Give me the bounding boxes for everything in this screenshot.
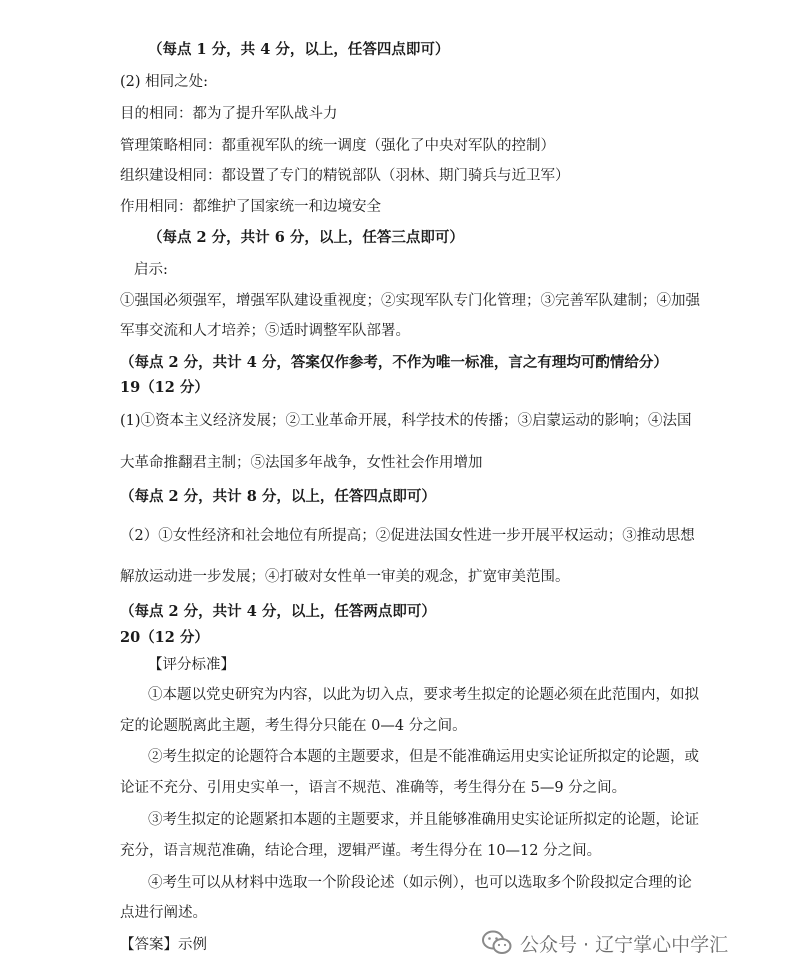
wechat-icon (482, 930, 512, 956)
answer-example-label: 【答案】示例 (120, 937, 207, 953)
text-line: 解放运动进一步发展；④打破对女性单一审美的观念，扩宽审美范围。 (120, 569, 570, 585)
text-line: ①强国必须强军，增强军队建设重视度；②实现军队专门化管理；③完善军队建制；④加强 (120, 293, 700, 309)
scoring-note-5: （每点 2 分，共计 4 分，以上，任答两点即可） (120, 603, 436, 620)
text-line: ③考生拟定的论题紧扣本题的主题要求，并且能够准确用史实论证所拟定的论题，论证 (148, 812, 699, 828)
section-heading-inspiration: 启示: (134, 262, 168, 278)
scoring-note-4: （每点 2 分，共计 8 分，以上，任答四点即可） (120, 488, 436, 505)
text-line: 目的相同：都为了提升军队战斗力 (120, 106, 338, 122)
text-line: 军事交流和人才培养；⑤适时调整军队部署。 (120, 323, 410, 339)
scoring-note-3: （每点 2 分，共计 4 分，答案仅作参考，不作为唯一标准，言之有理均可酌情给分） (120, 354, 668, 371)
text-line: 大革命推翻君主制；⑤法国多年战争，女性社会作用增加 (120, 455, 483, 471)
scoring-note-2: （每点 2 分，共计 6 分，以上，任答三点即可） (148, 229, 464, 246)
scoring-note-1: （每点 1 分，共 4 分，以上，任答四点即可） (148, 41, 450, 58)
text-line: 组织建设相同：都设置了专门的精锐部队（羽林、期门骑兵与近卫军） (120, 168, 570, 184)
text-line: （2）①女性经济和社会地位有所提高；②促进法国女性进一步开展平权运动；③推动思想 (120, 528, 695, 544)
text-line: 点进行阐述。 (120, 905, 207, 921)
question-heading-19: 19（12 分） (120, 379, 209, 396)
text-line: 充分，语言规范准确，结论合理，逻辑严谨。考生得分在 10—12 分之间。 (120, 843, 602, 859)
watermark (482, 928, 728, 958)
scoring-criteria-heading: 【评分标准】 (148, 657, 235, 673)
text-line: 论证不充分、引用史实单一，语言不规范、准确等，考生得分在 5—9 分之间。 (120, 780, 627, 796)
text-line: ②考生拟定的论题符合本题的主题要求，但是不能准确运用史实论证所拟定的论题，或 (148, 749, 699, 765)
text-line: (1)①资本主义经济发展；②工业革命开展，科学技术的传播；③启蒙运动的影响；④法国 (120, 413, 692, 429)
text-line: 作用相同：都维护了国家统一和边境安全 (120, 199, 381, 215)
text-line: ④考生可以从材料中选取一个阶段论述（如示例），也可以选取多个阶段拟定合理的论 (148, 875, 692, 891)
text-line: ①本题以党史研究为内容，以此为切入点，要求考生拟定的论题必须在此范围内，如拟 (148, 687, 699, 703)
section-heading-similarities: (2) 相同之处: (120, 74, 209, 90)
question-heading-20: 20（12 分） (120, 629, 209, 646)
watermark-text: 公众号 · 辽宁掌心中学汇 (520, 933, 729, 956)
text-line: 管理策略相同：都重视军队的统一调度（强化了中央对军队的控制） (120, 138, 555, 154)
text-line: 定的论题脱离此主题，考生得分只能在 0—4 分之间。 (120, 718, 467, 734)
